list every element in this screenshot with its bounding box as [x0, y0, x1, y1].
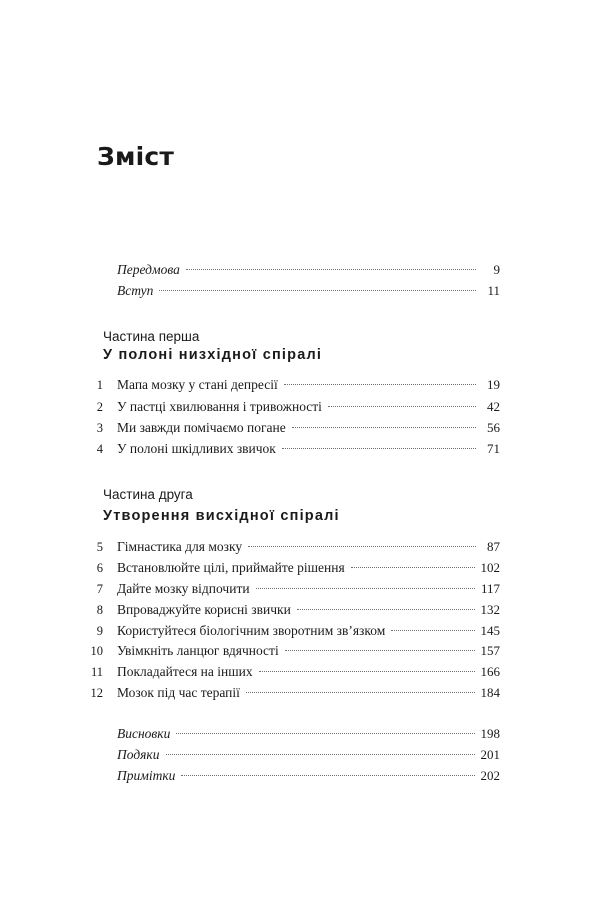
dot-leader	[284, 384, 476, 385]
toc-entry-chapter-10[interactable]	[86, 641, 500, 661]
toc-entry-conclusions[interactable]	[86, 724, 500, 744]
dot-leader	[256, 588, 475, 589]
entry-title: Ми завжди помічаємо погане	[117, 420, 286, 435]
entry-page: 201	[480, 747, 500, 762]
entry-page: 87	[487, 539, 500, 554]
toc-entry-chapter-6[interactable]	[86, 558, 500, 578]
toc-entry-chapter-2[interactable]	[86, 397, 500, 417]
dot-leader	[166, 754, 475, 755]
toc-entry-chapter-12[interactable]	[86, 683, 500, 703]
entry-page: 145	[480, 623, 500, 638]
entry-page: 42	[487, 399, 500, 414]
dot-leader	[297, 609, 475, 610]
entry-page: 56	[487, 420, 500, 435]
entry-title: Мозок під час терапії	[117, 685, 240, 700]
entry-page: 117	[480, 581, 500, 596]
dot-leader	[159, 290, 476, 291]
dot-leader	[328, 406, 476, 407]
dot-leader	[391, 630, 474, 631]
part-one-kicker: Частина перша	[103, 329, 200, 344]
dot-leader	[248, 546, 476, 547]
entry-page: 157	[480, 643, 500, 658]
toc-entry-chapter-8[interactable]	[86, 600, 500, 620]
toc-entry-chapter-1[interactable]	[86, 375, 500, 395]
toc-entry-chapter-3[interactable]	[86, 418, 500, 438]
entry-title: Мапа мозку у стані депресії	[117, 377, 278, 392]
entry-title: У пастці хвилювання і тривожності	[117, 399, 322, 414]
entry-page: 11	[487, 283, 500, 298]
toc-entry-intro[interactable]	[86, 281, 500, 301]
toc-entry-chapter-5[interactable]	[86, 537, 500, 557]
entry-title: Встановлюйте цілі, приймайте рішення	[117, 560, 345, 575]
part-one-title: У полоні низхідної спіралі	[103, 347, 323, 363]
entry-page: 132	[480, 602, 500, 617]
dot-leader	[351, 567, 475, 568]
entry-title: Примітки	[117, 768, 176, 783]
entry-page: 19	[487, 377, 500, 392]
dot-leader	[282, 448, 476, 449]
dot-leader	[259, 671, 475, 672]
entry-number: 5	[96, 540, 103, 554]
entry-page: 202	[480, 768, 500, 783]
entry-title: Впроваджуйте корисні звички	[117, 602, 291, 617]
toc-entry-chapter-11[interactable]	[86, 662, 500, 682]
dot-leader	[181, 775, 474, 776]
toc-entry-chapter-7[interactable]	[86, 579, 500, 599]
entry-number: 2	[96, 400, 103, 414]
entry-title: Подяки	[117, 747, 160, 762]
entry-number: 11	[90, 665, 103, 679]
entry-number: 12	[90, 686, 103, 700]
entry-title: Дайте мозку відпочити	[117, 581, 250, 596]
entry-number: 1	[96, 378, 103, 392]
toc-entry-preface[interactable]	[86, 260, 500, 280]
entry-title: Покладайтеся на інших	[117, 664, 253, 679]
entry-number: 7	[96, 582, 103, 596]
entry-title: Увімкніть ланцюг вдячності	[117, 643, 279, 658]
entry-title: Передмова	[117, 262, 180, 277]
toc-entry-chapter-9[interactable]	[86, 621, 500, 641]
entry-page: 198	[480, 726, 500, 741]
entry-page: 102	[480, 560, 500, 575]
dot-leader	[292, 427, 476, 428]
entry-title: У полоні шкідливих звичок	[117, 441, 276, 456]
entry-title: Висновки	[117, 726, 171, 741]
entry-page: 71	[487, 441, 500, 456]
entry-number: 4	[96, 442, 103, 456]
part-two-title: Утворення висхідної спіралі	[103, 508, 340, 524]
part-two-kicker: Частина друга	[103, 487, 193, 502]
dot-leader	[285, 650, 475, 651]
entry-page: 9	[493, 262, 500, 277]
entry-number: 9	[96, 624, 103, 638]
page-title: Зміст	[97, 142, 175, 171]
entry-number: 3	[96, 421, 103, 435]
toc-entry-chapter-4[interactable]	[86, 439, 500, 459]
dot-leader	[246, 692, 475, 693]
entry-number: 10	[90, 644, 103, 658]
entry-page: 184	[480, 685, 500, 700]
dot-leader	[186, 269, 476, 270]
entry-number: 6	[96, 561, 103, 575]
entry-number: 8	[96, 603, 103, 617]
toc-entry-acknowledgements[interactable]	[86, 745, 500, 765]
entry-title: Вступ	[117, 283, 154, 298]
entry-title: Користуйтеся біологічним зворотним зв’язком	[117, 623, 386, 638]
toc-entry-notes[interactable]	[86, 766, 500, 786]
dot-leader	[176, 733, 474, 734]
entry-title: Гімнастика для мозку	[117, 539, 243, 554]
entry-page: 166	[480, 664, 500, 679]
